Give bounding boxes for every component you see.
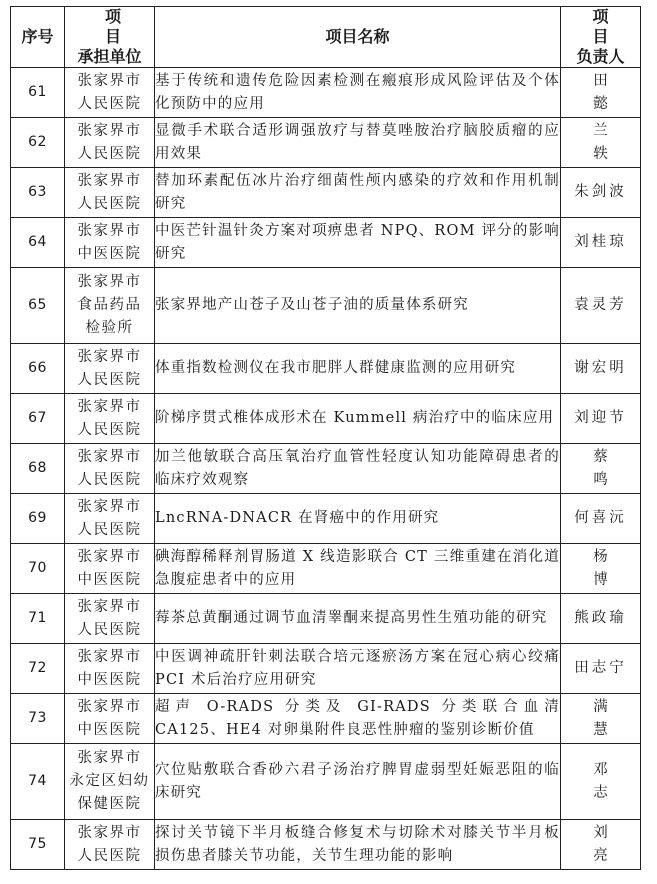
row-unit-line: 张家界市: [77, 824, 142, 841]
row-unit-line: 张家界市: [77, 122, 142, 139]
row-unit: [65, 444, 155, 494]
row-unit-line: 人民医院: [77, 421, 142, 438]
row-leader: 袁灵芳: [561, 268, 641, 344]
row-unit-line: 人民医院: [77, 621, 142, 638]
table-row: [11, 444, 641, 494]
table-header: [11, 7, 641, 68]
row-unit-line: 张家界市: [77, 72, 142, 89]
row-project-name: 中医芒针温针灸方案对项痹患者 NPQ、ROM 评分的影响研究: [155, 218, 561, 268]
row-unit-line: 人民医院: [77, 371, 142, 388]
row-unit-line: 保健医院: [77, 796, 142, 812]
row-project-name: 加兰他敏联合高压氧治疗血管性轻度认知功能障碍患者的临床疗效观察: [155, 444, 561, 494]
row-project-name: 阶梯序贯式椎体成形术在 Kummell 病治疗中的临床应用: [155, 394, 561, 444]
row-leader: 谢宏明: [561, 344, 641, 394]
row-project-name: 张家界地产山苍子及山苍子油的质量体系研究: [155, 268, 561, 344]
row-unit-line: 张家界市: [77, 398, 142, 415]
row-number: 69: [11, 494, 65, 544]
row-number: 61: [11, 68, 65, 118]
row-project-name: 碘海醇稀释剂胃肠道 X 线造影联合 CT 三维重建在消化道急腹症患者中的应用: [155, 544, 561, 594]
row-unit-line: 人民医院: [77, 521, 142, 538]
row-unit-line: 张家界市: [77, 172, 142, 189]
table-row: [11, 218, 641, 268]
row-leader: 兰轶: [561, 118, 641, 168]
row-unit-line: 中医医院: [77, 245, 142, 262]
table-body: [11, 68, 641, 870]
row-unit-line: 张家界市: [77, 274, 142, 290]
row-unit-line: 人民医院: [77, 145, 142, 162]
header-unit: [65, 7, 162, 68]
row-unit: [65, 118, 155, 168]
row-project-name: 中医调神疏肝针刺法联合培元逐瘀汤方案在冠心病心绞痛 PCI 术后治疗应用研究: [155, 644, 561, 694]
row-unit-line: 中医医院: [77, 571, 142, 588]
row-leader: 满慧: [561, 694, 641, 744]
row-unit-line: 永定区妇幼: [69, 773, 150, 789]
row-leader: 刘桂琼: [561, 218, 641, 268]
row-number: 66: [11, 344, 65, 394]
row-leader: 邓志: [561, 744, 641, 820]
row-unit-line: 张家界市: [77, 648, 142, 665]
row-unit: [65, 68, 155, 118]
row-unit: [65, 694, 155, 744]
row-unit-line: 张家界市: [77, 448, 142, 465]
row-project-name: 莓茶总黄酮通过调节血清睾酮来提高男性生殖功能的研究: [155, 594, 561, 644]
row-leader: 田志宁: [561, 644, 641, 694]
row-number: 65: [11, 268, 65, 344]
table-row: [11, 168, 641, 218]
row-unit-line: 张家界市: [77, 498, 142, 515]
row-unit: [65, 544, 155, 594]
row-number: 62: [11, 118, 65, 168]
row-leader: 蔡鸣: [561, 444, 641, 494]
table-row: [11, 494, 641, 544]
header-lead-line2: 负责人: [576, 47, 625, 66]
row-unit: [65, 268, 155, 344]
row-number: 68: [11, 444, 65, 494]
row-leader: 熊政瑜: [561, 594, 641, 644]
row-number: 64: [11, 218, 65, 268]
row-project-name: 穴位贴敷联合香砂六君子汤治疗脾胃虚弱型妊娠恶阻的临床研究: [155, 744, 561, 820]
header-no: 序号: [11, 7, 65, 68]
row-unit-line: 食品药品: [77, 297, 142, 313]
row-unit: [65, 218, 155, 268]
row-project-name: 超声 O-RADS 分类及 GI-RADS 分类联合血清 CA125、HE4 对卵巢附件良恶性肿瘤的鉴别诊断价值: [155, 694, 561, 744]
row-leader: 杨博: [561, 544, 641, 594]
table-row: [11, 544, 641, 594]
header-lead-line1: 项目: [592, 7, 627, 46]
row-unit-line: 人民医院: [77, 95, 142, 112]
project-table: [10, 6, 641, 870]
row-unit-line: 检验所: [85, 320, 134, 336]
row-unit: [65, 644, 155, 694]
row-number: 71: [11, 594, 65, 644]
row-project-name: 替加环素配伍冰片治疗细菌性颅内感染的疗效和作用机制研究: [155, 168, 561, 218]
row-unit-line: 张家界市: [77, 598, 142, 615]
header-name: 项目名称: [155, 7, 561, 68]
table-row: [11, 394, 641, 444]
row-unit-line: 人民医院: [77, 471, 142, 488]
row-number: 75: [11, 820, 65, 870]
row-unit-line: 中医医院: [77, 671, 142, 688]
row-project-name: LncRNA-DNACR 在肾癌中的作用研究: [155, 494, 561, 544]
row-leader: 刘亮: [561, 820, 641, 870]
row-unit-line: 张家界市: [77, 222, 142, 239]
table-row: [11, 344, 641, 394]
row-unit: [65, 168, 155, 218]
row-number: 70: [11, 544, 65, 594]
table-row: [11, 744, 641, 820]
row-leader: 何喜沅: [561, 494, 641, 544]
row-leader: 田懿: [561, 68, 641, 118]
row-number: 73: [11, 694, 65, 744]
row-number: 72: [11, 644, 65, 694]
row-unit: [65, 494, 155, 544]
row-unit-line: 人民医院: [77, 195, 142, 212]
row-project-name: 显微手术联合适形调强放疗与替莫唑胺治疗脑胶质瘤的应用效果: [155, 118, 561, 168]
row-unit: [65, 594, 155, 644]
table-row: [11, 594, 641, 644]
row-project-name: 基于传统和遗传危险因素检测在瘢痕形成风险评估及个体化预防中的应用: [155, 68, 561, 118]
row-unit-line: 张家界市: [77, 750, 142, 766]
row-unit-line: 张家界市: [77, 348, 142, 365]
row-number: 63: [11, 168, 65, 218]
row-leader: 刘迎节: [561, 394, 641, 444]
row-project-name: 探讨关节镜下半月板缝合修复术与切除术对膝关节半月板损伤患者膝关节功能，关节生理功能的影响: [155, 820, 561, 870]
row-unit: [65, 344, 155, 394]
row-unit-line: 中医医院: [77, 721, 142, 738]
table-row: [11, 68, 641, 118]
header-unit-line2: 承担单位: [77, 47, 142, 66]
row-number: 74: [11, 744, 65, 820]
row-unit: [65, 744, 155, 820]
row-unit-line: 张家界市: [77, 548, 142, 565]
row-leader: 朱剑波: [561, 168, 641, 218]
table-row: [11, 644, 641, 694]
header-unit-line1: 项目: [105, 7, 162, 46]
row-number: 67: [11, 394, 65, 444]
row-project-name: 体重指数检测仪在我市肥胖人群健康监测的应用研究: [155, 344, 561, 394]
row-unit-line: 人民医院: [77, 847, 142, 864]
table-row: [11, 118, 641, 168]
table-row: [11, 268, 641, 344]
row-unit-line: 张家界市: [77, 698, 142, 715]
row-unit: [65, 820, 155, 870]
row-unit: [65, 394, 155, 444]
header-lead: [561, 7, 641, 68]
table-row: [11, 694, 641, 744]
table-row: [11, 820, 641, 870]
